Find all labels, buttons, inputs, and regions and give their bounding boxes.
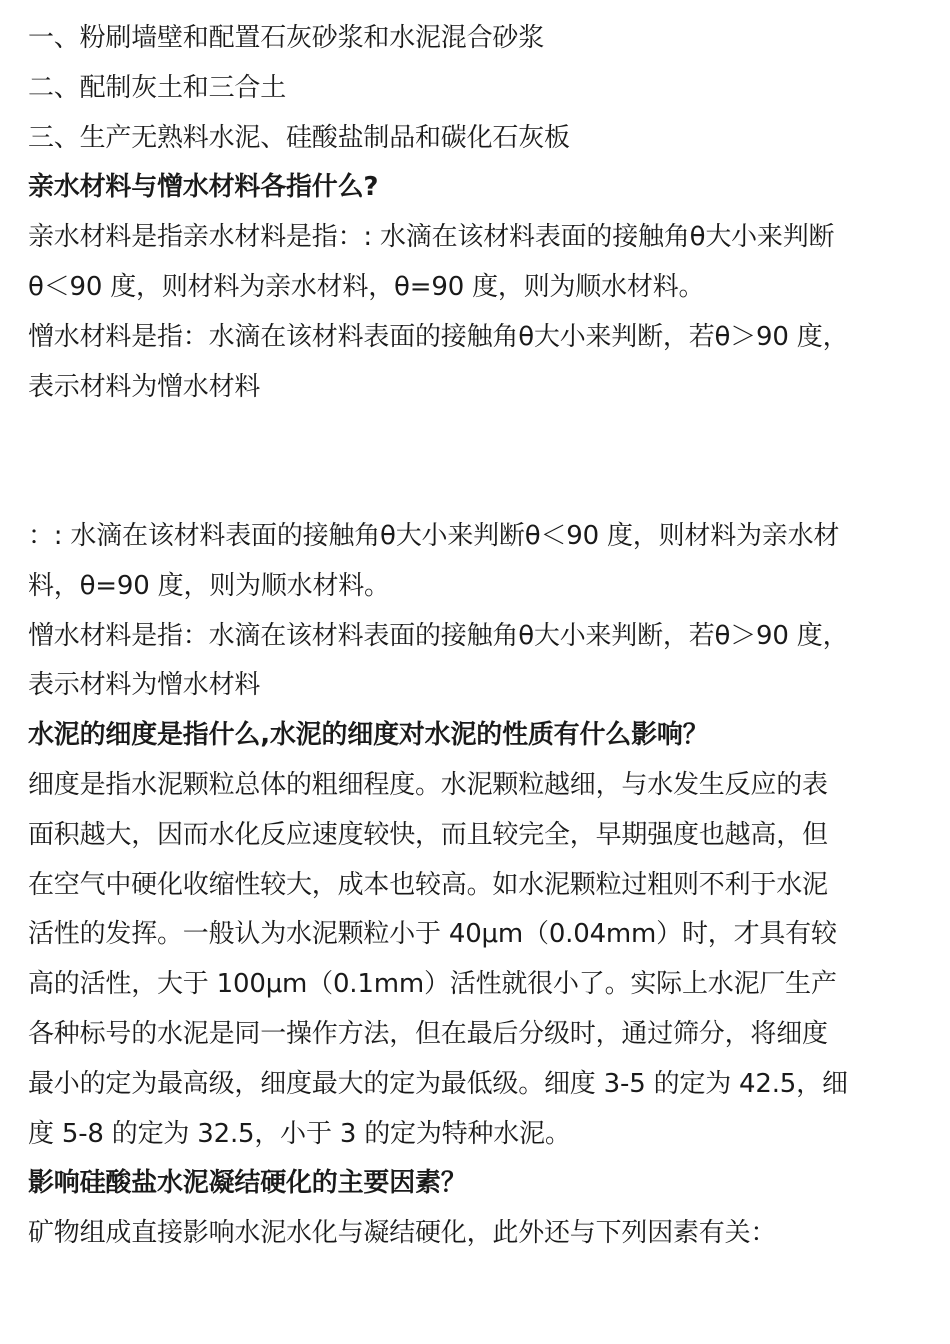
text-line-18: 活性的发挥。一般认为水泥颗粒小于 40μm（0.04mm）时，才具有较 xyxy=(28,919,837,950)
section-heading-hydrophilic: 亲水材料与憎水材料各指什么? xyxy=(28,172,379,203)
text-line-2: 二、配制灰土和三合土 xyxy=(28,72,287,103)
text-line-7: 憎水材料是指：水滴在该材料表面的接触角θ大小来判断，若θ＞90 度， xyxy=(28,321,849,352)
text-line-15: 细度是指水泥颗粒总体的粗细程度。水泥颗粒越细，与水发生反应的表 xyxy=(28,769,828,800)
text-line-17: 在空气中硬化收缩性较大，成本也较高。如水泥颗粒过粗则不利于水泥 xyxy=(28,869,828,900)
text-line-12: 憎水材料是指：水滴在该材料表面的接触角θ大小来判断，若θ＞90 度， xyxy=(28,620,849,651)
text-line-3: 三、生产无熟料水泥、硅酸盐制品和碳化石灰板 xyxy=(28,122,570,153)
text-line-8: 表示材料为憎水材料 xyxy=(28,371,261,402)
text-line-13: 表示材料为憎水材料 xyxy=(28,670,261,701)
document-page xyxy=(28,14,922,1259)
text-line-6: θ＜90 度，则材料为亲水材料，θ=90 度，则为顺水材料。 xyxy=(28,271,705,302)
text-line-1: 一、粉刷墙壁和配置石灰砂浆和水泥混合砂浆 xyxy=(28,23,545,53)
text-line-16: 面积越大，因而水化反应速度较快，而且较完全，早期强度也越高，但 xyxy=(28,819,828,850)
section-heading-cement-fineness: 水泥的细度是指什么,水泥的细度对水泥的性质有什么影响？ xyxy=(28,720,709,751)
text-line-5: 亲水材料是指亲水材料是指：: 水滴在该材料表面的接触角θ大小来判断 xyxy=(28,222,835,253)
blank-gap xyxy=(28,412,922,512)
text-line-20: 各种标号的水泥是同一操作方法，但在最后分级时，通过筛分，将细度 xyxy=(28,1018,828,1049)
section-heading-hardening-factors: 影响硅酸盐水泥凝结硬化的主要因素？ xyxy=(28,1168,467,1199)
text-line-10: ：: 水滴在该材料表面的接触角θ大小来判断θ＜90 度，则材料为亲水材 xyxy=(28,520,840,551)
text-line-19: 高的活性，大于 100μm（0.1mm）活性就很小了。实际上水泥厂生产 xyxy=(28,969,837,1000)
text-line-24: 矿物组成直接影响水泥水化与凝结硬化，此外还与下列因素有关： xyxy=(28,1218,777,1249)
text-line-22: 度 5-8 的定为 32.5，小于 3 的定为特种水泥。 xyxy=(28,1118,571,1149)
text-line-21: 最小的定为最高级，细度最大的定为最低级。细度 3-5 的定为 42.5，细 xyxy=(28,1068,848,1099)
text-line-11: 料，θ=90 度，则为顺水材料。 xyxy=(28,570,390,601)
